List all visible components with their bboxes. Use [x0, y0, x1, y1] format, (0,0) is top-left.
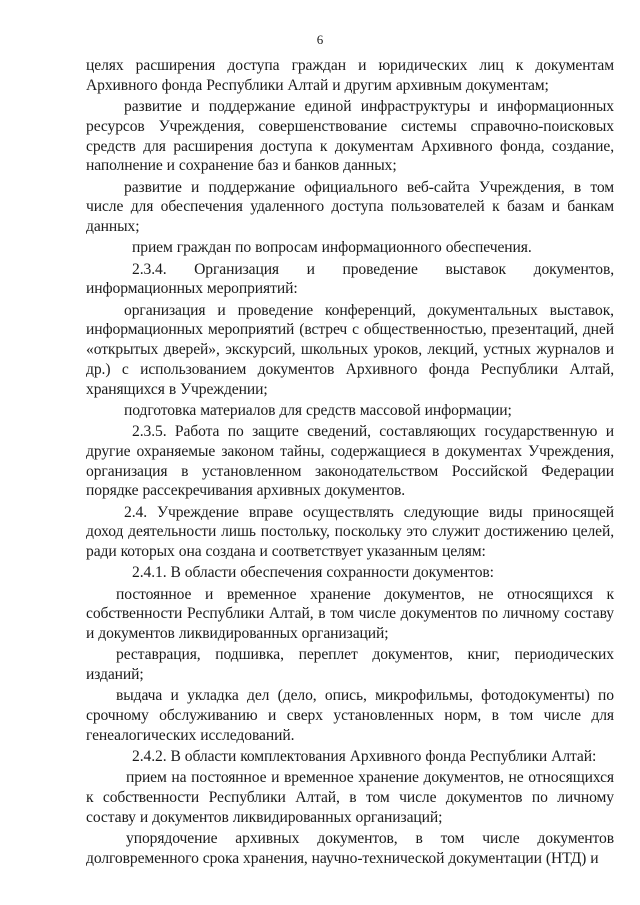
page-number: 6: [316, 32, 324, 47]
paragraph-restoration: реставрация, подшивка, переплет документов, книг, периодических изданий;: [86, 646, 614, 684]
paragraph-2-3-4-heading: 2.3.4. Организация и проведение выставок документов, информационных мероприятий:: [86, 260, 614, 298]
document-body: [86, 56, 614, 870]
paragraph-acceptance: прием на постоянное и временное хранение документов, не относящихся к собственности Республики Алтай, в том числе документов по личному составу и документов ликвидированных организаций;: [86, 769, 614, 826]
paragraph-ordering: упорядочение архивных документов, в том числе документов долговременного срока хранения, научно-технической документации (НТД) и: [86, 830, 614, 867]
paragraph-infrastructure: развитие и поддержание единой инфраструктуры и информационных ресурсов Учреждения, совершенствование системы справочно-поисковых средств для расширения доступа к документам Архивного фонда, создание, наполнение и сохранение баз и банков данных;: [86, 97, 614, 175]
paragraph-2-4-1-heading: 2.4.1. В области обеспечения сохранности документов:: [132, 564, 494, 582]
paragraph-2-4-2-heading: 2.4.2. В области комплектования Архивного фонда Республики Алтай:: [132, 748, 597, 766]
paragraph-file-issuing: выдача и укладка дел (дело, опись, микрофильмы, фотодокументы) по срочному обслуживанию и сверх установленных норм, в том числе для генеалогических исследований.: [86, 687, 614, 744]
paragraph-2-4-income: 2.4. Учреждение вправе осуществлять следующие виды приносящей доход деятельности лишь постольку, поскольку это служит достижению целей, ради которых она создана и соответствует указанным целям:: [86, 503, 614, 561]
paragraph-storage: постоянное и временное хранение документов, не относящихся к собственности Республики Алтай, в том числе документов по личному составу и документов ликвидированных организаций;: [86, 585, 614, 643]
paragraph-website: развитие и поддержание официального веб-сайта Учреждения, в том числе для обеспечения удаленного доступа пользователей к базам и банкам данных;: [86, 178, 614, 236]
paragraph-access-goals: целях расширения доступа граждан и юридических лиц к документам Архивного фонда Республики Алтай и другим архивным документам;: [86, 57, 614, 94]
paragraph-conferences: организация и проведение конференций, документальных выставок, информационных мероприятий (встреч с общественностью, презентаций, дней «открытых дверей», экскурсий, школьных уроков, лекций, устных журналов и др.) с использованием документов Архивного фонда Республики Алтай, хранящихся в Учреждении;: [86, 301, 614, 398]
paragraph-citizen-reception: прием граждан по вопросам информационного обеспечения.: [132, 239, 532, 257]
paragraph-media-materials: подготовка материалов для средств массовой информации;: [124, 401, 512, 419]
paragraph-2-3-5-secrets: 2.3.5. Работа по защите сведений, составляющих государственную и другие охраняемые законом тайны, содержащиеся в документах Учреждения, организация в установленном законодательством Российской Федерации порядке рассекречивания архивных документов.: [86, 423, 614, 500]
